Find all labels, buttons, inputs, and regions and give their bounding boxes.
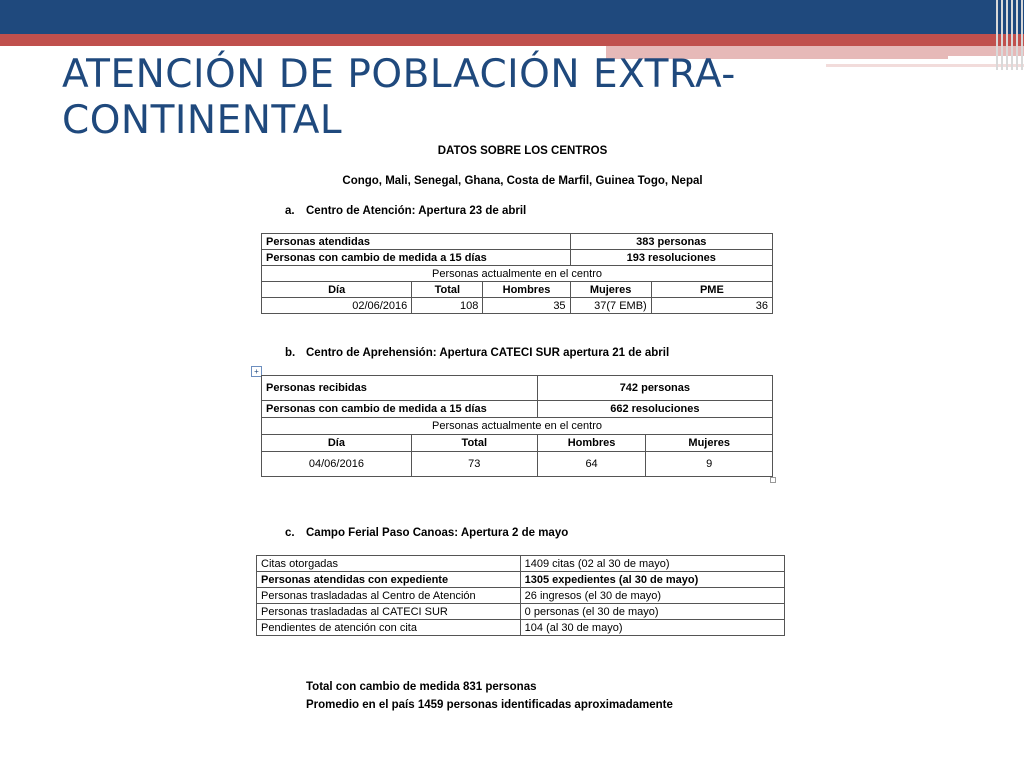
table-cell: 36 <box>651 298 772 314</box>
campo-ferial-table <box>256 555 785 636</box>
row-value: 1409 citas (02 al 30 de mayo) <box>520 556 784 572</box>
table-cell: 02/06/2016 <box>262 298 412 314</box>
row-label: Pendientes de atención con cita <box>257 620 521 636</box>
row-label: Personas atendidas con expediente <box>257 572 521 588</box>
section-a-heading <box>285 205 526 217</box>
row-value: 662 resoluciones <box>537 401 772 418</box>
table-cell: 73 <box>411 452 537 477</box>
column-header: Total <box>411 435 537 452</box>
column-header: Mujeres <box>646 435 773 452</box>
row-value: 0 personas (el 30 de mayo) <box>520 604 784 620</box>
top-blue-bar <box>0 0 1024 34</box>
current-label: Personas actualmente en el centro <box>262 418 773 435</box>
table-cell: 35 <box>483 298 570 314</box>
corner-stripes <box>994 0 1024 70</box>
table-resize-handle[interactable] <box>770 477 776 483</box>
section-a-letter: a. <box>285 205 295 217</box>
column-header: PME <box>651 282 772 298</box>
centro-aprehension-table <box>261 375 773 477</box>
section-c-title: Campo Ferial Paso Canoas: Apertura 2 de mayo <box>306 527 569 539</box>
row-value: 26 ingresos (el 30 de mayo) <box>520 588 784 604</box>
table-cell: 64 <box>537 452 646 477</box>
table-row <box>262 298 773 314</box>
column-header: Total <box>412 282 483 298</box>
table-row <box>262 401 773 418</box>
row-value: 193 resoluciones <box>570 250 772 266</box>
section-a-title: Centro de Atención: Apertura 23 de abril <box>306 205 527 217</box>
table-row <box>262 250 773 266</box>
column-header: Día <box>262 435 412 452</box>
document-header: DATOS SOBRE LOS CENTROS <box>437 145 608 157</box>
section-b-heading <box>285 347 669 359</box>
column-header: Día <box>262 282 412 298</box>
slide-title: ATENCIÓN DE POBLACIÓN EXTRA-CONTINENTAL <box>62 52 736 143</box>
table-row <box>262 376 773 401</box>
table-row <box>257 620 785 636</box>
row-label: Personas trasladadas al Centro de Atención <box>257 588 521 604</box>
row-label: Personas con cambio de medida a 15 días <box>262 401 538 418</box>
table-row <box>257 572 785 588</box>
row-value: 104 (al 30 de mayo) <box>520 620 784 636</box>
table-header-row <box>262 282 773 298</box>
table-cell: 37(7 EMB) <box>570 298 651 314</box>
section-b-title: Centro de Aprehensión: Apertura CATECI SUR apertura 21 de abril <box>306 347 670 359</box>
row-label: Personas atendidas <box>262 234 571 250</box>
table-move-handle-icon[interactable]: + <box>251 366 262 377</box>
row-label: Personas recibidas <box>262 376 538 401</box>
row-value: 742 personas <box>537 376 772 401</box>
row-value: 1305 expedientes (al 30 de mayo) <box>520 572 784 588</box>
table-row <box>262 234 773 250</box>
table-cell: 108 <box>412 298 483 314</box>
table-row <box>262 418 773 435</box>
countries-line: Congo, Mali, Senegal, Ghana, Costa de Marfil, Guinea Togo, Nepal <box>342 175 703 187</box>
table-row <box>262 266 773 282</box>
current-label: Personas actualmente en el centro <box>262 266 773 282</box>
section-c-heading <box>285 527 568 539</box>
table-row <box>257 556 785 572</box>
table-header-row <box>262 435 773 452</box>
column-header: Hombres <box>483 282 570 298</box>
row-label: Personas trasladadas al CATECI SUR <box>257 604 521 620</box>
footer-average: Promedio en el país 1459 personas identificadas aproximadamente <box>306 699 673 711</box>
column-header: Hombres <box>537 435 646 452</box>
footer-total: Total con cambio de medida 831 personas <box>306 681 537 693</box>
table-cell: 04/06/2016 <box>262 452 412 477</box>
table-row <box>262 452 773 477</box>
centro-atencion-table <box>261 233 773 314</box>
table-row <box>257 588 785 604</box>
row-label: Citas otorgadas <box>257 556 521 572</box>
table-cell: 9 <box>646 452 773 477</box>
section-b-letter: b. <box>285 347 296 359</box>
table-row <box>257 604 785 620</box>
row-label: Personas con cambio de medida a 15 días <box>262 250 571 266</box>
column-header: Mujeres <box>570 282 651 298</box>
top-red-bar <box>0 34 1024 46</box>
row-value: 383 personas <box>570 234 772 250</box>
section-c-letter: c. <box>285 527 295 539</box>
